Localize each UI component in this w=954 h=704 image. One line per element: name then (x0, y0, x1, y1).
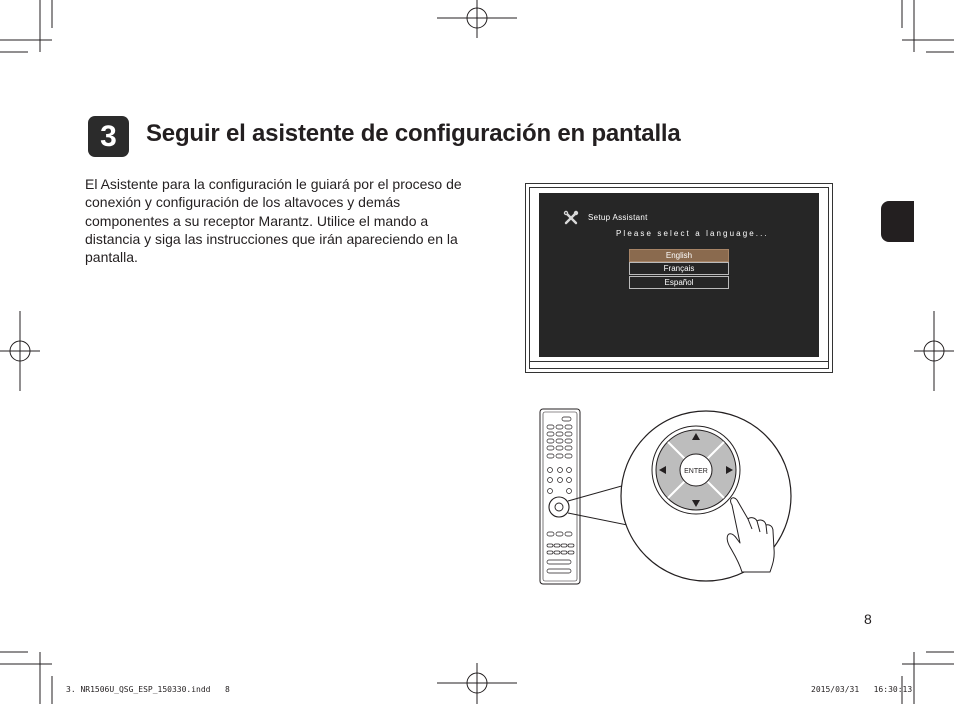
page-number: 8 (864, 611, 872, 627)
setup-assistant-title: Setup Assistant (588, 213, 648, 222)
page-title: Seguir el asistente de configuración en pantalla (146, 120, 681, 147)
tv-illustration (525, 183, 833, 373)
tv-base-line (529, 361, 829, 362)
remote-control-icon (540, 409, 580, 584)
instruction-paragraph: El Asistente para la configuración le guiará por el proceso de conexión y configuración de los altavoces y demás componentes a su receptor Marantz. Utilice el mando a distancia y siga las instrucciones que irán apareciendo en la pantalla. (85, 176, 462, 266)
language-option-espanol[interactable]: Español (629, 276, 729, 289)
remote-control-illustration (538, 404, 810, 586)
tools-icon (563, 210, 579, 226)
language-option-english[interactable]: English (629, 249, 729, 262)
language-prompt: Please select a language... (616, 229, 769, 238)
footer-timestamp: 2015/03/31 16:30:13 (811, 685, 913, 694)
step-number-badge: 3 (88, 116, 129, 157)
footer-filename: 3. NR1506U_QSG_ESP_150330.indd 8 (66, 685, 230, 694)
tv-screen (539, 193, 819, 357)
language-option-francais[interactable]: Français (629, 262, 729, 275)
enter-label: ENTER (684, 468, 708, 475)
chapter-tab (881, 201, 914, 242)
